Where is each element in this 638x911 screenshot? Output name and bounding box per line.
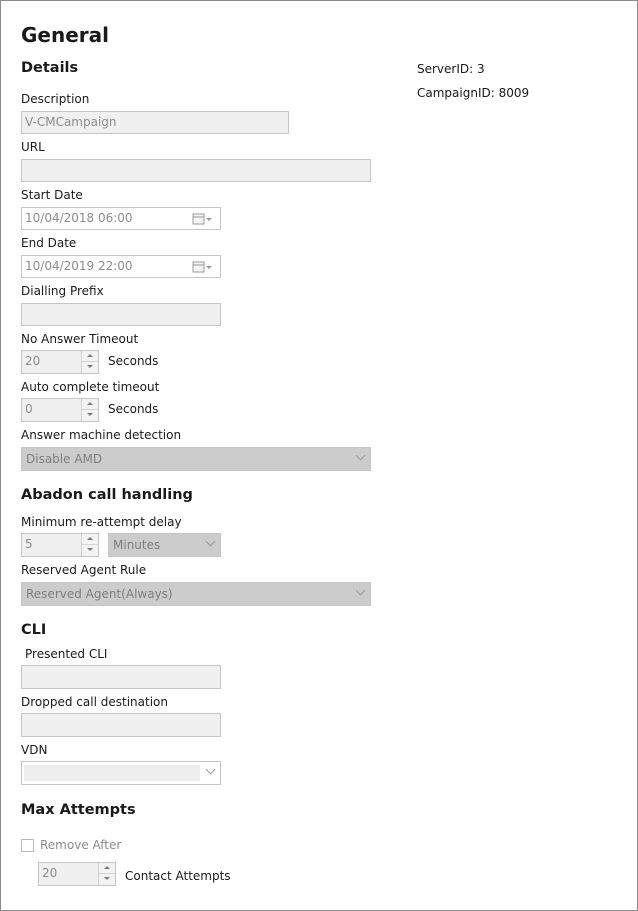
- dropped-call-field[interactable]: [21, 713, 221, 737]
- vdn-input-area: [24, 765, 200, 781]
- min-reattempt-value: 5: [25, 537, 33, 551]
- amd-value: Disable AMD: [26, 452, 103, 466]
- amd-select[interactable]: [21, 447, 371, 471]
- stepper-down-button[interactable]: [82, 410, 98, 421]
- no-answer-timeout-unit: Seconds: [108, 354, 159, 368]
- presented-cli-label: Presented CLI: [25, 647, 108, 661]
- min-reattempt-unit-select[interactable]: [108, 533, 221, 557]
- start-date-picker[interactable]: [21, 207, 221, 230]
- min-reattempt-stepper[interactable]: [21, 533, 99, 557]
- remove-after-label: Remove After: [40, 838, 122, 852]
- end-date-picker[interactable]: [21, 255, 221, 278]
- end-date-value: 10/04/2019 22:00: [25, 259, 133, 273]
- auto-complete-timeout-label: Auto complete timeout: [21, 380, 160, 394]
- stepper-up-button[interactable]: [99, 863, 115, 874]
- presented-cli-field[interactable]: [21, 665, 221, 689]
- chevron-down-icon: [356, 451, 366, 461]
- start-date-value: 10/04/2018 06:00: [25, 211, 133, 225]
- auto-complete-timeout-unit: Seconds: [108, 402, 159, 416]
- stepper-buttons: [81, 351, 98, 373]
- reserved-agent-select[interactable]: [21, 582, 371, 606]
- remove-after-checkbox[interactable]: [21, 839, 34, 852]
- vdn-label: VDN: [21, 743, 48, 757]
- contact-attempts-label: Contact Attempts: [125, 869, 231, 883]
- description-value: V-CMCampaign: [25, 115, 117, 129]
- chevron-down-icon: [206, 537, 216, 547]
- stepper-buttons: [81, 534, 98, 556]
- no-answer-timeout-stepper[interactable]: [21, 350, 99, 374]
- auto-complete-timeout-stepper[interactable]: [21, 398, 99, 422]
- amd-label: Answer machine detection: [21, 428, 182, 442]
- server-id: ServerID: 3: [417, 62, 485, 76]
- stepper-up-button[interactable]: [82, 534, 98, 545]
- stepper-down-button[interactable]: [82, 545, 98, 556]
- calendar-icon[interactable]: [192, 260, 214, 274]
- end-date-label: End Date: [21, 236, 77, 250]
- min-reattempt-unit-value: Minutes: [113, 538, 161, 552]
- arrow-down-icon: [87, 413, 93, 416]
- start-date-label: Start Date: [21, 188, 83, 202]
- chevron-down-icon: [356, 586, 366, 596]
- stepper-down-button[interactable]: [99, 874, 115, 885]
- section-max-attempts: Max Attempts: [21, 802, 136, 818]
- no-answer-timeout-value: 20: [25, 354, 41, 368]
- arrow-down-icon: [104, 877, 110, 880]
- min-reattempt-label: Minimum re-attempt delay: [21, 515, 182, 529]
- stepper-buttons: [98, 863, 115, 885]
- vdn-combobox[interactable]: [21, 761, 221, 785]
- url-field[interactable]: [21, 159, 371, 182]
- arrow-up-icon: [87, 402, 93, 405]
- page-title: General: [21, 23, 109, 47]
- dialling-prefix-label: Dialling Prefix: [21, 284, 104, 298]
- arrow-down-icon: [87, 365, 93, 368]
- auto-complete-timeout-value: 0: [25, 402, 33, 416]
- arrow-up-icon: [87, 354, 93, 357]
- campaign-id: CampaignID: 8009: [417, 86, 530, 100]
- description-field[interactable]: [21, 111, 289, 134]
- dropped-call-label: Dropped call destination: [21, 695, 168, 709]
- description-label: Description: [21, 92, 90, 106]
- reserved-agent-label: Reserved Agent Rule: [21, 563, 147, 577]
- section-cli: CLI: [21, 622, 47, 638]
- url-label: URL: [21, 140, 45, 154]
- chevron-down-icon[interactable]: [206, 765, 216, 775]
- contact-attempts-value: 20: [42, 866, 58, 880]
- calendar-icon[interactable]: [192, 212, 214, 226]
- section-abandon: Abadon call handling: [21, 487, 193, 503]
- stepper-up-button[interactable]: [82, 399, 98, 410]
- arrow-down-icon: [87, 548, 93, 551]
- section-details: Details: [21, 60, 79, 76]
- stepper-buttons: [81, 399, 98, 421]
- dialling-prefix-field[interactable]: [21, 303, 221, 326]
- arrow-up-icon: [104, 866, 110, 869]
- stepper-down-button[interactable]: [82, 362, 98, 373]
- contact-attempts-stepper[interactable]: [38, 862, 116, 886]
- reserved-agent-value: Reserved Agent(Always): [26, 587, 173, 601]
- no-answer-timeout-label: No Answer Timeout: [21, 332, 139, 346]
- stepper-up-button[interactable]: [82, 351, 98, 362]
- arrow-up-icon: [87, 537, 93, 540]
